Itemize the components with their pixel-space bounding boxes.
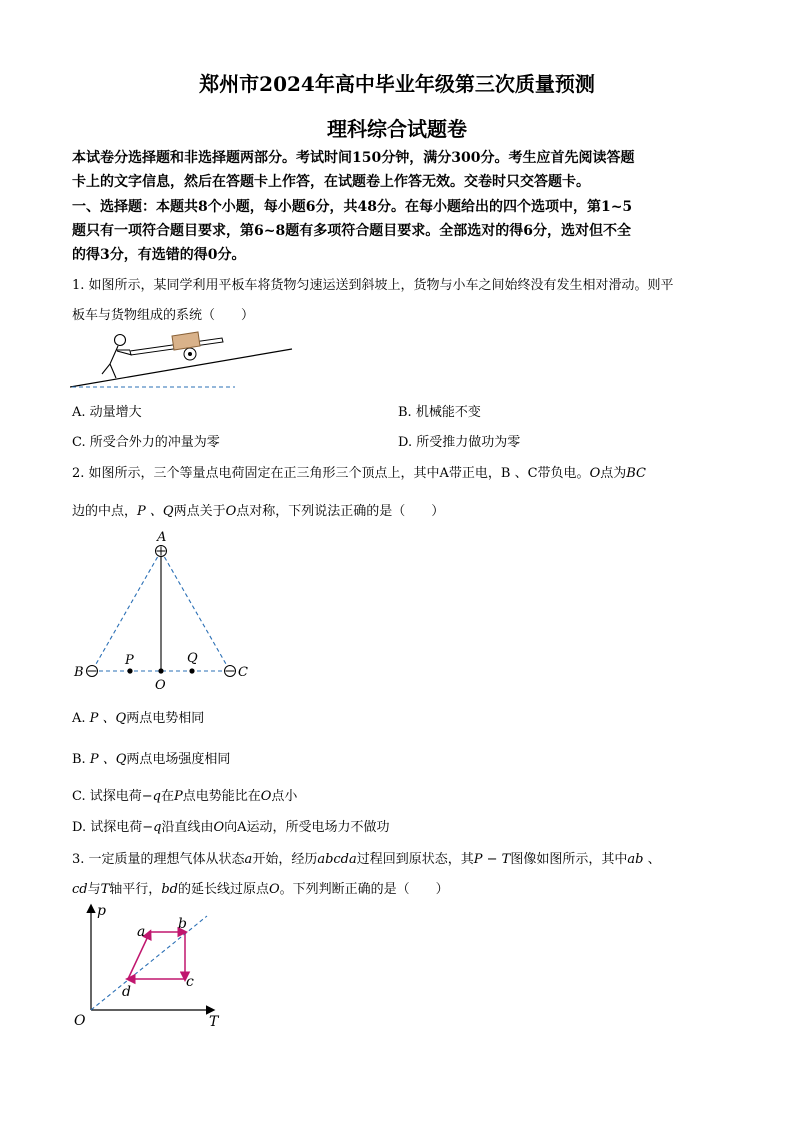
q2-label-b: B [74, 665, 84, 680]
q3-label-d: d [122, 984, 131, 1000]
q3-label-p: p [97, 903, 106, 919]
q3-label-t: T [209, 1014, 219, 1030]
q1-option-c: C. 所受合外力的冲量为零 [72, 435, 220, 450]
q1-incline [70, 349, 292, 387]
q2-label-q: Q [187, 651, 198, 666]
q2-triangle-figure [70, 528, 255, 693]
page-subtitle: 理科综合试题卷 [327, 117, 467, 141]
q3-pt-diagram [70, 900, 230, 1030]
instructions-line-2: 卡上的文字信息，然后在答题卡上作答，在试题卷上作答无效。交卷时只交答题卡。 [72, 174, 590, 190]
q1-stem-line-1: 1. 如图所示，某同学利用平板车将货物匀速运送到斜坡上，货物与小车之间始终没有发生相对滑动。则平 [72, 278, 674, 293]
q2-label-c: C [238, 665, 248, 680]
q3-label-c: c [186, 974, 194, 990]
instructions-line-1: 本试卷分选择题和非选择题两部分。考试时间150分钟，满分300分。考生应首先阅读答题 [72, 150, 635, 166]
q2-stem-line-2: 边的中点，P 、Q两点关于O点对称，下列说法正确的是（ ） [72, 504, 445, 519]
section1-line-1: 一、选择题：本题共8个小题，每小题6分，共48分。在每小题给出的四个选项中，第1~5 [72, 199, 633, 215]
q2-label-o: O [155, 678, 166, 693]
q2-stem-line-1: 2. 如图所示，三个等量点电荷固定在正三角形三个顶点上，其中A带正电，B 、C带负电。O点为BC [72, 466, 646, 481]
q3-stem-line-2: cd与T轴平行，bd的延长线过原点O。下列判断正确的是（ ） [72, 882, 449, 897]
q2-option-c: C. 试探电荷−q在P点电势能比在O点小 [72, 789, 298, 804]
page-title: 郑州市2024年高中毕业年级第三次质量预测 [199, 72, 595, 96]
q3-label-b: b [178, 916, 187, 932]
q3-bd-extension [91, 916, 207, 1010]
q3-label-o: O [74, 1013, 86, 1029]
q1-option-b: B. 机械能不变 [398, 405, 481, 420]
q2-option-d: D. 试探电荷−q沿直线由O向A运动，所受电场力不做功 [72, 820, 390, 835]
q2-point-p [127, 668, 132, 673]
q2-charge-a-positive [156, 546, 167, 557]
q2-label-p: P [125, 653, 134, 668]
q1-option-a: A. 动量增大 [72, 405, 142, 420]
q1-person-figure [102, 335, 132, 379]
section1-line-2: 题只有一项符合题目要求，第6~8题有多项符合题目要求。全部选对的得6分，选对但不全 [72, 223, 631, 239]
q2-point-o [158, 668, 163, 673]
q3-stem-line-1: 3. 一定质量的理想气体从状态a开始，经历abcda过程回到原状态，其P − T图像如图所示，其中ab 、 [72, 852, 661, 867]
q2-charge-c-negative [225, 666, 236, 677]
q1-stem-line-2: 板车与货物组成的系统（ ） [72, 308, 255, 323]
q2-option-b: B. P 、Q两点电场强度相同 [72, 752, 231, 767]
q3-label-a: a [137, 924, 146, 940]
section1-line-3: 的得3分，有选错的得0分。 [72, 247, 246, 263]
q2-label-a: A [157, 530, 167, 545]
q1-cargo-box [172, 332, 200, 350]
q1-cart-figure [70, 326, 295, 392]
q1-option-d: D. 所受推力做功为零 [398, 435, 521, 450]
q2-charge-b-negative [87, 666, 98, 677]
q2-point-q [189, 668, 194, 673]
q2-option-a: A. P 、Q两点电势相同 [72, 711, 205, 726]
